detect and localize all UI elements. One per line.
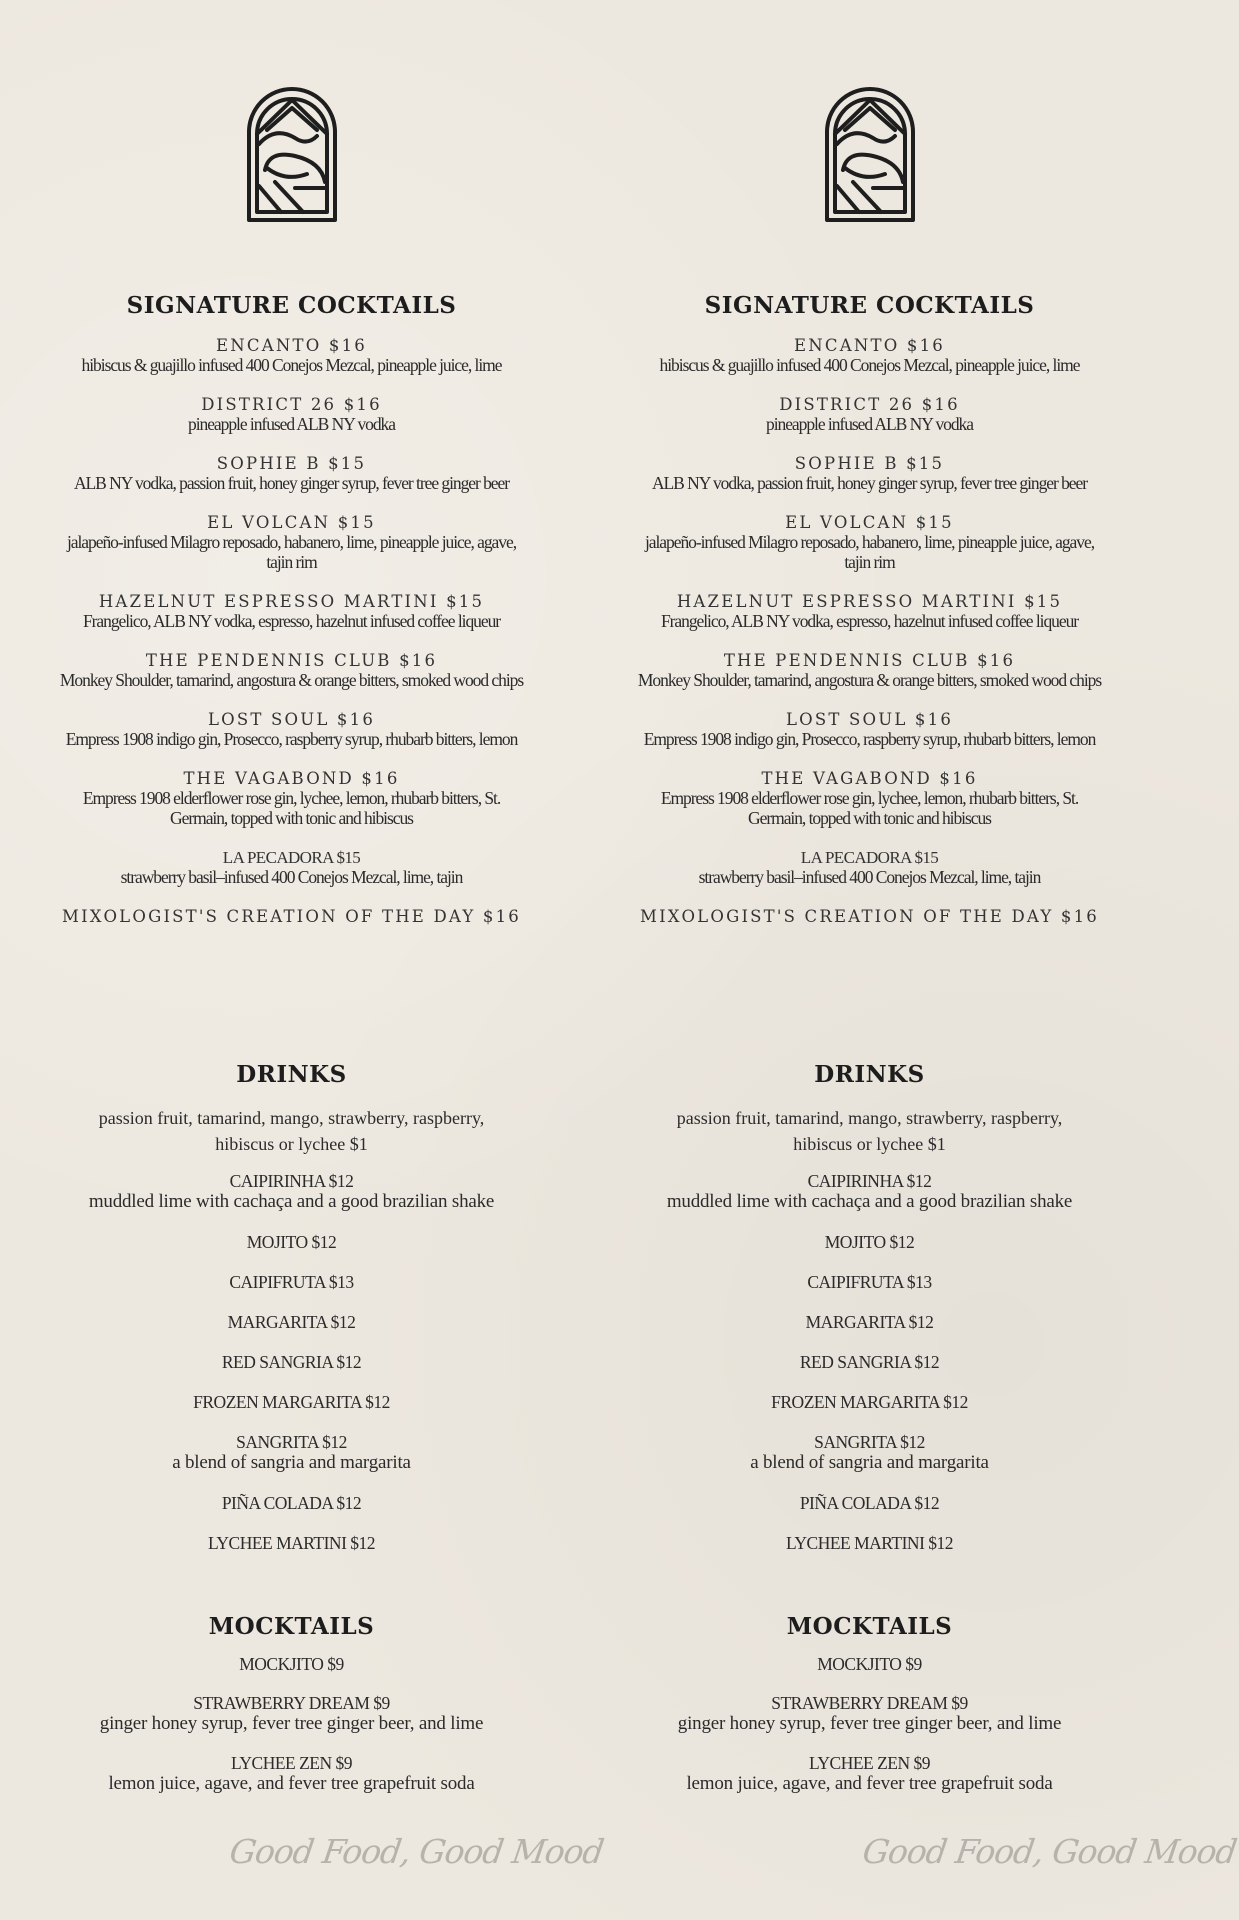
menu-item-name: ENCANTO $16	[794, 336, 945, 355]
menu-item-name: SANGRITA $12	[814, 1432, 925, 1452]
menu-item	[578, 1232, 1161, 1252]
menu-item-name: CAIPIRINHA $12	[807, 1171, 932, 1191]
menu-item-description: strawberry basil–infused 400 Conejos Mezcal, lime, tajin	[698, 867, 1041, 887]
menu-item-description: Monkey Shoulder, tamarind, angostura & orange bitters, smoked wood chips	[59, 670, 524, 690]
tagline: Good Food, Good Mood	[227, 1832, 606, 1871]
menu-item	[0, 1392, 583, 1412]
drinks-section	[578, 1061, 1161, 1573]
menu-item	[0, 1493, 583, 1513]
section-title: SIGNATURE COCKTAILS	[126, 292, 457, 319]
menu-item-description: ALB NY vodka, passion fruit, honey ginger syrup, fever tree ginger beer	[73, 473, 510, 493]
menu-item-description: strawberry basil–infused 400 Conejos Mezcal, lime, tajin	[120, 867, 463, 887]
drinks-flavor-addon: passion fruit, tamarind, mango, strawberry, raspberry, hibiscus or lychee $1	[676, 1108, 1063, 1154]
menu-item-name: FROZEN MARGARITA $12	[193, 1392, 390, 1412]
menu-item	[578, 1171, 1161, 1212]
menu-item	[0, 336, 583, 375]
menu-item-description: a blend of sangria and margarita	[750, 1452, 989, 1473]
menu-item-name: HAZELNUT ESPRESSO MARTINI $15	[98, 592, 485, 611]
menu-item-name: SOPHIE B $15	[794, 454, 945, 473]
menu-item	[0, 1533, 583, 1553]
menu-item-name: CAIPIFRUTA $13	[229, 1272, 354, 1292]
menu-item-name: MARGARITA $12	[227, 1312, 356, 1332]
menu-item-description: a blend of sangria and margarita	[172, 1452, 411, 1473]
menu-item	[0, 848, 583, 887]
menu-item-name: LYCHEE MARTINI $12	[785, 1533, 954, 1553]
menu-item	[578, 1654, 1161, 1674]
menu-item	[578, 1392, 1161, 1412]
section-title: DRINKS	[236, 1061, 347, 1088]
menu-item	[0, 592, 583, 631]
menu-item	[0, 1272, 583, 1292]
menu-item-name: RED SANGRIA $12	[799, 1352, 940, 1372]
menu-item	[0, 710, 583, 749]
menu-item	[578, 454, 1161, 493]
menu-item	[0, 907, 583, 926]
menu-item	[578, 907, 1161, 926]
menu-item-description: ALB NY vodka, passion fruit, honey ginger syrup, fever tree ginger beer	[651, 473, 1088, 493]
menu-item-name: MIXOLOGIST'S CREATION OF THE DAY $16	[639, 907, 1100, 926]
menu-item	[578, 1312, 1161, 1332]
menu-item-name: LA PECADORA $15	[222, 848, 361, 867]
menu-item	[578, 710, 1161, 749]
menu-item-name: MOJITO $12	[246, 1232, 337, 1252]
menu-item-name: MOJITO $12	[824, 1232, 915, 1252]
menu-item-name: LYCHEE ZEN $9	[230, 1753, 353, 1773]
menu-item	[0, 454, 583, 493]
menu-item-name: STRAWBERRY DREAM $9	[771, 1693, 968, 1713]
menu-item-description: Empress 1908 elderflower rose gin, lychee, lemon, rhubarb bitters, St. Germain, topped with tonic and hibiscus	[82, 788, 501, 828]
menu-item-name: MOCKJITO $9	[239, 1654, 344, 1674]
menu-item-name: PIÑA COLADA $12	[799, 1493, 940, 1513]
menu-item	[578, 592, 1161, 631]
menu-item-description: Frangelico, ALB NY vodka, espresso, hazelnut infused coffee liqueur	[660, 611, 1079, 631]
menu-item	[0, 1232, 583, 1252]
menu-item-name: LOST SOUL $16	[785, 710, 954, 729]
menu-item-name: THE PENDENNIS CLUB $16	[723, 651, 1016, 670]
signature-cocktails-section	[0, 292, 583, 946]
menu-item	[0, 1753, 583, 1794]
menu-item-name: HAZELNUT ESPRESSO MARTINI $15	[676, 592, 1063, 611]
menu-item	[0, 1432, 583, 1473]
menu-column-right	[578, 0, 1239, 1920]
restaurant-logo-icon	[823, 86, 917, 222]
menu-item	[0, 1654, 583, 1674]
menu-item-description: Empress 1908 indigo gin, Prosecco, raspberry syrup, rhubarb bitters, lemon	[643, 729, 1096, 749]
menu-column-left	[0, 0, 606, 1920]
menu-item-description: hibiscus & guajillo infused 400 Conejos Mezcal, pineapple juice, lime	[81, 355, 502, 375]
menu-item	[578, 395, 1161, 434]
menu-item-description: hibiscus & guajillo infused 400 Conejos Mezcal, pineapple juice, lime	[659, 355, 1080, 375]
menu-item-name: THE VAGABOND $16	[183, 769, 400, 788]
menu-item-name: SOPHIE B $15	[216, 454, 367, 473]
menu-item	[578, 336, 1161, 375]
menu-item-name: PIÑA COLADA $12	[221, 1493, 362, 1513]
menu-item-description: Monkey Shoulder, tamarind, angostura & orange bitters, smoked wood chips	[637, 670, 1102, 690]
menu-item	[0, 1312, 583, 1332]
menu-item-description: Empress 1908 indigo gin, Prosecco, raspberry syrup, rhubarb bitters, lemon	[65, 729, 518, 749]
menu-item	[578, 1753, 1161, 1794]
menu-item	[578, 848, 1161, 887]
menu-item-description: lemon juice, agave, and fever tree grapefruit soda	[686, 1773, 1053, 1794]
menu-item-name: MARGARITA $12	[805, 1312, 934, 1332]
menu-item	[578, 1533, 1161, 1553]
menu-item-description: pineapple infused ALB NY vodka	[188, 414, 395, 434]
menu-item	[578, 1352, 1161, 1372]
menu-item-description: jalapeño-infused Milagro reposado, habanero, lime, pineapple juice, agave, tajin rim	[66, 532, 517, 572]
menu-item	[0, 651, 583, 690]
drinks-flavor-addon: passion fruit, tamarind, mango, strawberry, raspberry, hibiscus or lychee $1	[98, 1108, 485, 1154]
restaurant-logo-icon	[245, 86, 339, 222]
menu-item-name: FROZEN MARGARITA $12	[771, 1392, 968, 1412]
menu-item-name: CAIPIRINHA $12	[229, 1171, 354, 1191]
menu-item-description: ginger honey syrup, fever tree ginger beer, and lime	[99, 1713, 484, 1734]
menu-item	[578, 513, 1161, 572]
menu-item	[0, 395, 583, 434]
menu-item-name: DISTRICT 26 $16	[779, 395, 960, 414]
menu-item-name: SANGRITA $12	[236, 1432, 347, 1452]
signature-cocktails-section	[578, 292, 1161, 946]
menu-item-name: THE VAGABOND $16	[761, 769, 978, 788]
menu-item-name: RED SANGRIA $12	[221, 1352, 362, 1372]
section-title: MOCKTAILS	[786, 1613, 953, 1640]
mocktails-section	[0, 1613, 583, 1813]
section-title: DRINKS	[814, 1061, 925, 1088]
menu-item-description: lemon juice, agave, and fever tree grapefruit soda	[108, 1773, 475, 1794]
drinks-section	[0, 1061, 583, 1573]
menu-item	[578, 1432, 1161, 1473]
menu-item	[0, 513, 583, 572]
menu-item-name: LOST SOUL $16	[207, 710, 376, 729]
menu-item-description: muddled lime with cachaça and a good brazilian shake	[88, 1191, 495, 1212]
menu-item-name: MOCKJITO $9	[817, 1654, 922, 1674]
menu-item	[0, 769, 583, 828]
mocktails-section	[578, 1613, 1161, 1813]
menu-item-name: LYCHEE MARTINI $12	[207, 1533, 376, 1553]
menu-item	[0, 1693, 583, 1734]
menu-item	[578, 1693, 1161, 1734]
menu-item-description: Empress 1908 elderflower rose gin, lychee, lemon, rhubarb bitters, St. Germain, topped with tonic and hibiscus	[660, 788, 1079, 828]
menu-item-description: muddled lime with cachaça and a good brazilian shake	[666, 1191, 1073, 1212]
section-title: MOCKTAILS	[208, 1613, 375, 1640]
section-title: SIGNATURE COCKTAILS	[704, 292, 1035, 319]
menu-item-description: ginger honey syrup, fever tree ginger beer, and lime	[677, 1713, 1062, 1734]
menu-item-description: jalapeño-infused Milagro reposado, habanero, lime, pineapple juice, agave, tajin rim	[644, 532, 1095, 572]
menu-item-name: DISTRICT 26 $16	[201, 395, 382, 414]
menu-item-name: ENCANTO $16	[216, 336, 367, 355]
menu-item	[578, 651, 1161, 690]
menu-item-name: LA PECADORA $15	[800, 848, 939, 867]
menu-item	[0, 1352, 583, 1372]
menu-item-description: pineapple infused ALB NY vodka	[766, 414, 973, 434]
menu-item-name: EL VOLCAN $15	[785, 513, 954, 532]
menu-item	[578, 1493, 1161, 1513]
menu-item-name: STRAWBERRY DREAM $9	[193, 1693, 390, 1713]
menu-item	[578, 1272, 1161, 1292]
menu-item-name: THE PENDENNIS CLUB $16	[145, 651, 438, 670]
menu-item	[0, 1171, 583, 1212]
tagline: Good Food, Good Mood	[860, 1832, 1239, 1871]
menu-item-name: LYCHEE ZEN $9	[808, 1753, 931, 1773]
menu-item	[578, 769, 1161, 828]
menu-item-description: Frangelico, ALB NY vodka, espresso, hazelnut infused coffee liqueur	[82, 611, 501, 631]
menu-item-name: CAIPIFRUTA $13	[807, 1272, 932, 1292]
menu-item-name: MIXOLOGIST'S CREATION OF THE DAY $16	[61, 907, 522, 926]
menu-item-name: EL VOLCAN $15	[207, 513, 376, 532]
